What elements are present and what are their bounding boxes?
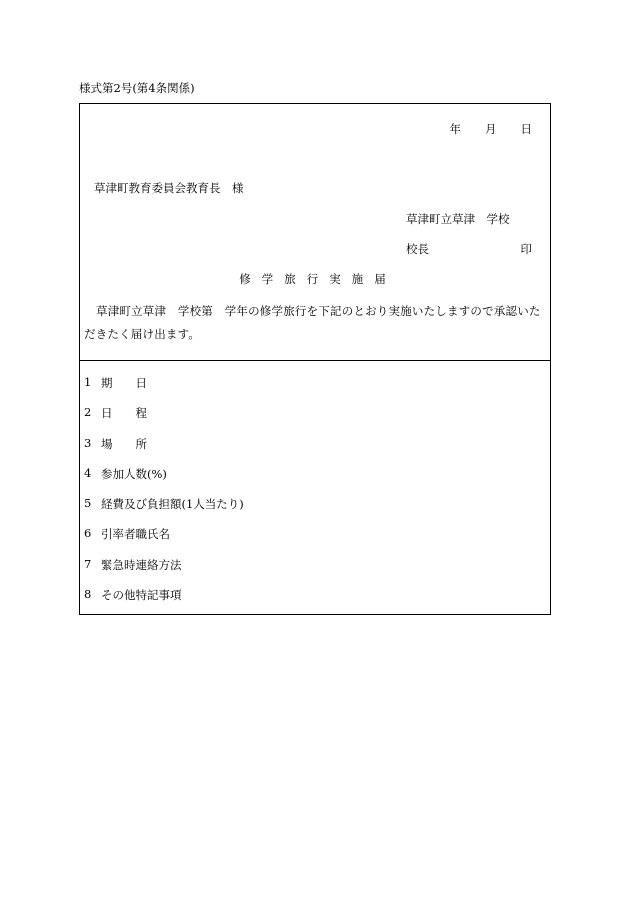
item-number: 7 [84, 556, 92, 571]
principal-label: 校長 [406, 242, 429, 256]
date-year-label: 年 [449, 122, 461, 136]
item-label: 場 所 [101, 436, 147, 451]
list-item [84, 496, 244, 526]
date-month-label: 月 [485, 122, 497, 136]
item-label: 経費及び負担額(1人当たり) [101, 497, 244, 512]
item-number: 5 [84, 496, 92, 511]
list-item [84, 466, 244, 496]
list-item [84, 557, 244, 587]
list-item [84, 436, 244, 466]
item-number: 6 [84, 526, 92, 541]
form-number: 様式第2号(第4条関係) [79, 81, 195, 95]
item-number: 3 [84, 435, 92, 450]
section-divider [80, 360, 550, 361]
list-item [84, 526, 244, 556]
item-list [84, 375, 244, 617]
item-number: 8 [84, 587, 92, 602]
item-number: 2 [84, 405, 92, 420]
list-item [84, 405, 244, 435]
item-number: 1 [84, 375, 92, 389]
list-item [84, 375, 244, 405]
item-label: 引率者職氏名 [101, 527, 170, 542]
item-label: その他特記事項 [101, 588, 182, 603]
list-item [84, 587, 244, 617]
school-name: 草津町立草津 学校 [406, 212, 510, 226]
form-frame [79, 103, 551, 615]
addressee: 草津町教育委員会教育長 様 [94, 181, 244, 195]
item-label: 緊急時連絡方法 [101, 557, 182, 572]
item-label: 期 日 [101, 376, 147, 390]
request-body: 草津町立草津 学校第 学年の修学旅行を下記のとおり実施いたしますので承認いただきたく届け出ます。 [84, 304, 541, 341]
item-label: 日 程 [101, 406, 147, 421]
date-line [450, 121, 533, 137]
item-number: 4 [84, 465, 92, 480]
item-label: 参加人数(%) [101, 466, 167, 481]
date-day-label: 日 [520, 122, 532, 136]
document-title: 修学旅行実施届 [239, 272, 397, 286]
seal-label: 印 [520, 242, 532, 256]
